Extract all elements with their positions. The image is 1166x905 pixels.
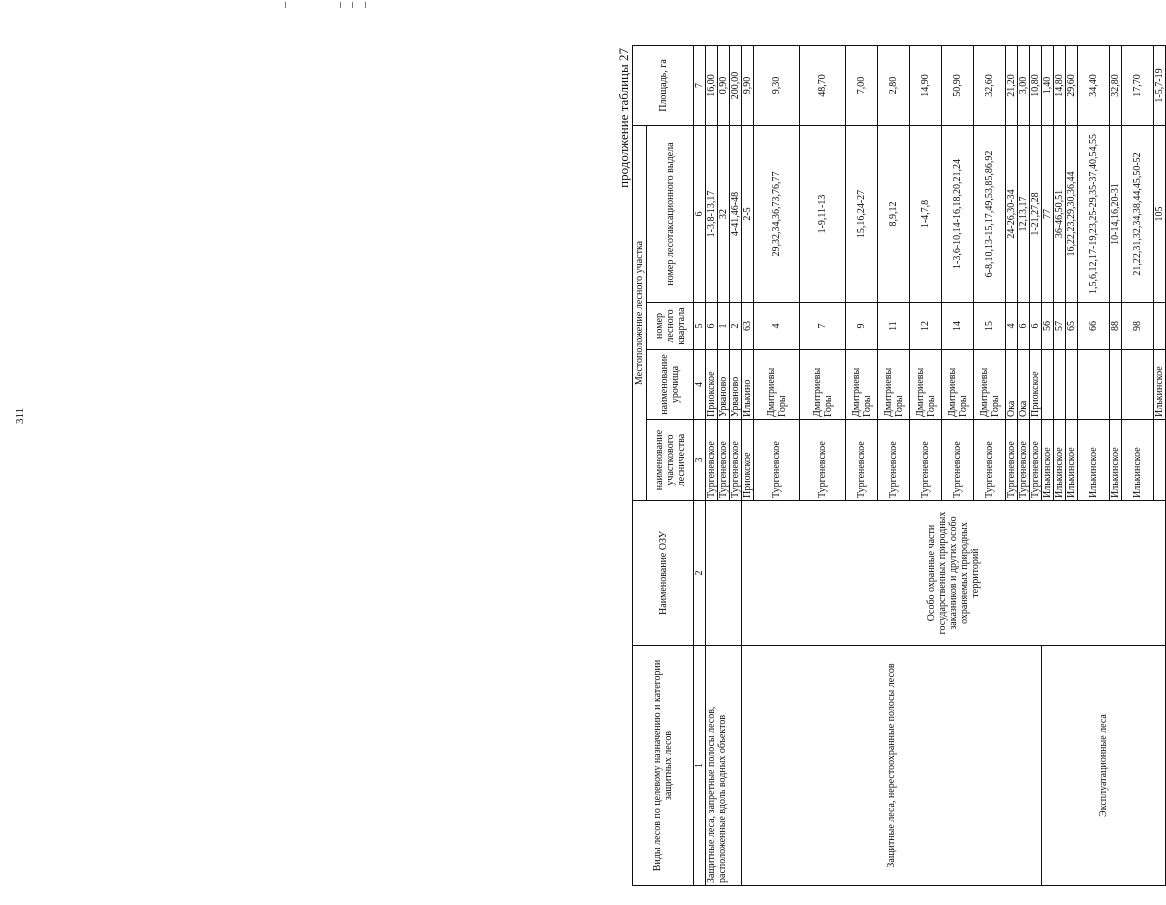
cell-area: 10,80 [1030,46,1042,126]
cell-allotment: 6-8,10,13-15,17,49,53,85,86,92 [974,126,1006,303]
cell-forestry: Приокское [742,420,754,501]
cell-quarter: 88 [1110,303,1122,350]
cell-forestry: Илькинское [1066,420,1078,501]
cell-tract: Илькино [742,350,754,420]
cell-allotment: 1-21,27,28 [1030,126,1042,303]
cell-tract: Дмитриевы Горы [800,350,846,420]
cell-allotment: 1-3,8-13,17 [706,126,718,303]
cell-allotment: 36-46,50,51 [1054,126,1066,303]
cell-tract [1154,303,1166,350]
cell-area: 48,70 [800,46,846,126]
cell-tract [1110,350,1122,420]
cell-tract [1122,350,1154,420]
cell-area: 14,90 [910,46,942,126]
page-number: 311 [14,407,26,424]
cell-quarter: 9 [846,303,878,350]
header-area: Площадь, га [633,46,694,126]
cell-allotment: 29,32,34,36,73,76,77 [754,126,800,303]
cell-quarter: 6 [1030,303,1042,350]
cell-allotment: 16,22,23,29,30,36,44 [1066,126,1078,303]
cell-forestry: Тургеневское [718,420,730,501]
cell-tract: Приокское [1030,350,1042,420]
table-row [1042,46,1054,886]
cell-tract: Дмитриевы Горы [754,350,800,420]
cell-quarter: 57 [1054,303,1066,350]
cell-tract [1078,350,1110,420]
cell-allotment: 21,22,31,32,34,38,44,45,50-52 [1122,126,1154,303]
cell-area: 200,00 [730,46,742,126]
cell-tract: Урваново [730,350,742,420]
cell-forestry: Илькинское [1122,420,1154,501]
cell-allotment: 77 [1042,126,1054,303]
cell-forestry: Тургеневское [706,420,718,501]
cell-quarter: 6 [1018,303,1030,350]
cell-allotment: 8,9,12 [878,126,910,303]
cell-allotment: 1,5,6,12,17-19,23,25-29,35-37,40,54,55 [1078,126,1110,303]
cell-quarter: 4 [1006,303,1018,350]
ozu-empty-cell [1154,420,1166,501]
cell-allotment: 1-3,6-10,14-16,18,20,21,24 [942,126,974,303]
col-number: 2 [694,501,706,646]
cell-area: 32,80 [1110,46,1122,126]
col-number: 4 [694,350,706,420]
cell-area: 29,60 [1066,46,1078,126]
cell-area: 21,20 [1006,46,1018,126]
group-label-spawning: Защитные леса, нерестоохранные полосы лесов [742,646,1042,886]
cell-forestry: Тургеневское [800,420,846,501]
header-forest-types: Виды лесов по целевому назначению и категории защитных лесов [633,646,694,886]
cell-tract: Приокское [706,350,718,420]
cell-forestry: Тургеневское [1006,420,1018,501]
cell-forestry: Илькинское [1154,350,1166,420]
col-number: 5 [694,303,706,350]
cell-allotment: 1-4,7,8 [910,126,942,303]
cell-area: 17,70 [1122,46,1154,126]
cell-allotment: 2-5 [742,126,754,303]
cell-allotment: 1-9,11-13 [800,126,846,303]
cell-forestry: Илькинское [1078,420,1110,501]
cell-allotment: 15,16,24-27 [846,126,878,303]
cell-allotment: 4-41,46-48 [730,126,742,303]
header-allotment: номер лесотаксационного выдела [647,126,694,303]
cell-area: 50,90 [942,46,974,126]
cell-tract [1042,350,1054,420]
cell-forestry: Тургеневское [878,420,910,501]
cell-area: 7,00 [846,46,878,126]
header-forestry: наименование участкового лесничества [647,420,694,501]
cell-area: 3,00 [1018,46,1030,126]
table-row [742,46,754,886]
cell-forestry: Тургеневское [974,420,1006,501]
cell-forestry: Тургеневское [1030,420,1042,501]
cell-area: 9,90 [742,46,754,126]
cell-area: 16,00 [706,46,718,126]
group-label-exploitation: Эксплуатационные леса [1042,646,1166,886]
cell-tract: Урваново [718,350,730,420]
cell-tract: Дмитриевы Горы [846,350,878,420]
cell-allotment: 10-14,16,20-31 [1110,126,1122,303]
cell-tract: Дмитриевы Горы [878,350,910,420]
cell-area: 2,80 [878,46,910,126]
ozu-empty-cell [706,501,742,646]
cell-quarter: 1 [718,303,730,350]
rotated-document [616,46,1166,886]
cell-forestry: Тургеневское [846,420,878,501]
table-row [706,46,718,886]
header-tract: наименование урочища [647,350,694,420]
cell-allotment: 12,13,17 [1018,126,1030,303]
cell-quarter: 14 [942,303,974,350]
cell-allotment: 32 [718,126,730,303]
cell-quarter: 6 [706,303,718,350]
cell-forestry: Тургеневское [754,420,800,501]
cell-area: 0,90 [718,46,730,126]
cell-quarter: 105 [1154,126,1166,303]
col-number: 1 [694,646,706,886]
cell-tract [1054,350,1066,420]
table-continued-caption: продолжение таблицы 27 [616,48,631,188]
cell-quarter: 15 [974,303,1006,350]
cell-quarter: 66 [1078,303,1110,350]
cell-forestry: Тургеневское [910,420,942,501]
cell-quarter: 56 [1042,303,1054,350]
cell-forestry: Тургеневское [942,420,974,501]
cell-allotment: 1-5,7-19 [1154,46,1166,126]
cell-tract: Дмитриевы Горы [942,350,974,420]
cell-quarter: 2 [730,303,742,350]
cell-quarter: 98 [1122,303,1154,350]
header-ozu: Наименование ОЗУ [633,501,694,646]
header-quarter: номер лесного квартала [647,303,694,350]
col-number: 6 [694,126,706,303]
cell-forestry: Тургеневское [1018,420,1030,501]
cell-quarter: 11 [878,303,910,350]
cell-forestry: Илькинское [1042,420,1054,501]
cell-forestry: Илькинское [1054,420,1066,501]
cell-tract: Дмитриевы Горы [974,350,1006,420]
cell-area: 32,60 [974,46,1006,126]
cell-tract [1066,350,1078,420]
header-location: Местоположение лесного участка [633,126,647,501]
cell-area: 9,30 [754,46,800,126]
cell-quarter: 65 [1066,303,1078,350]
col-number: 7 [694,46,706,126]
cell-forestry: Тургеневское [730,420,742,501]
cell-tract: Ока [1006,350,1018,420]
forest-table [632,45,1166,886]
cell-forestry: Илькинское [1110,420,1122,501]
cell-quarter: 63 [742,303,754,350]
cell-area: 1,40 [1042,46,1054,126]
group-label-water: Защитные леса, запретные полосы лесов, расположенные вдоль водных объектов [706,646,742,886]
cell-quarter: 4 [754,303,800,350]
cell-quarter: 12 [910,303,942,350]
cell-area: 14,80 [1054,46,1066,126]
cell-quarter: 7 [800,303,846,350]
cell-allotment: 24-26,30-34 [1006,126,1018,303]
cell-tract: Дмитриевы Горы [910,350,942,420]
ozu-name: Особо охранные части государственных природных заказников и других особо охраняемых природных территорий [742,501,1166,646]
cell-tract: Ока [1018,350,1030,420]
cell-area: 34,40 [1078,46,1110,126]
col-number: 3 [694,420,706,501]
